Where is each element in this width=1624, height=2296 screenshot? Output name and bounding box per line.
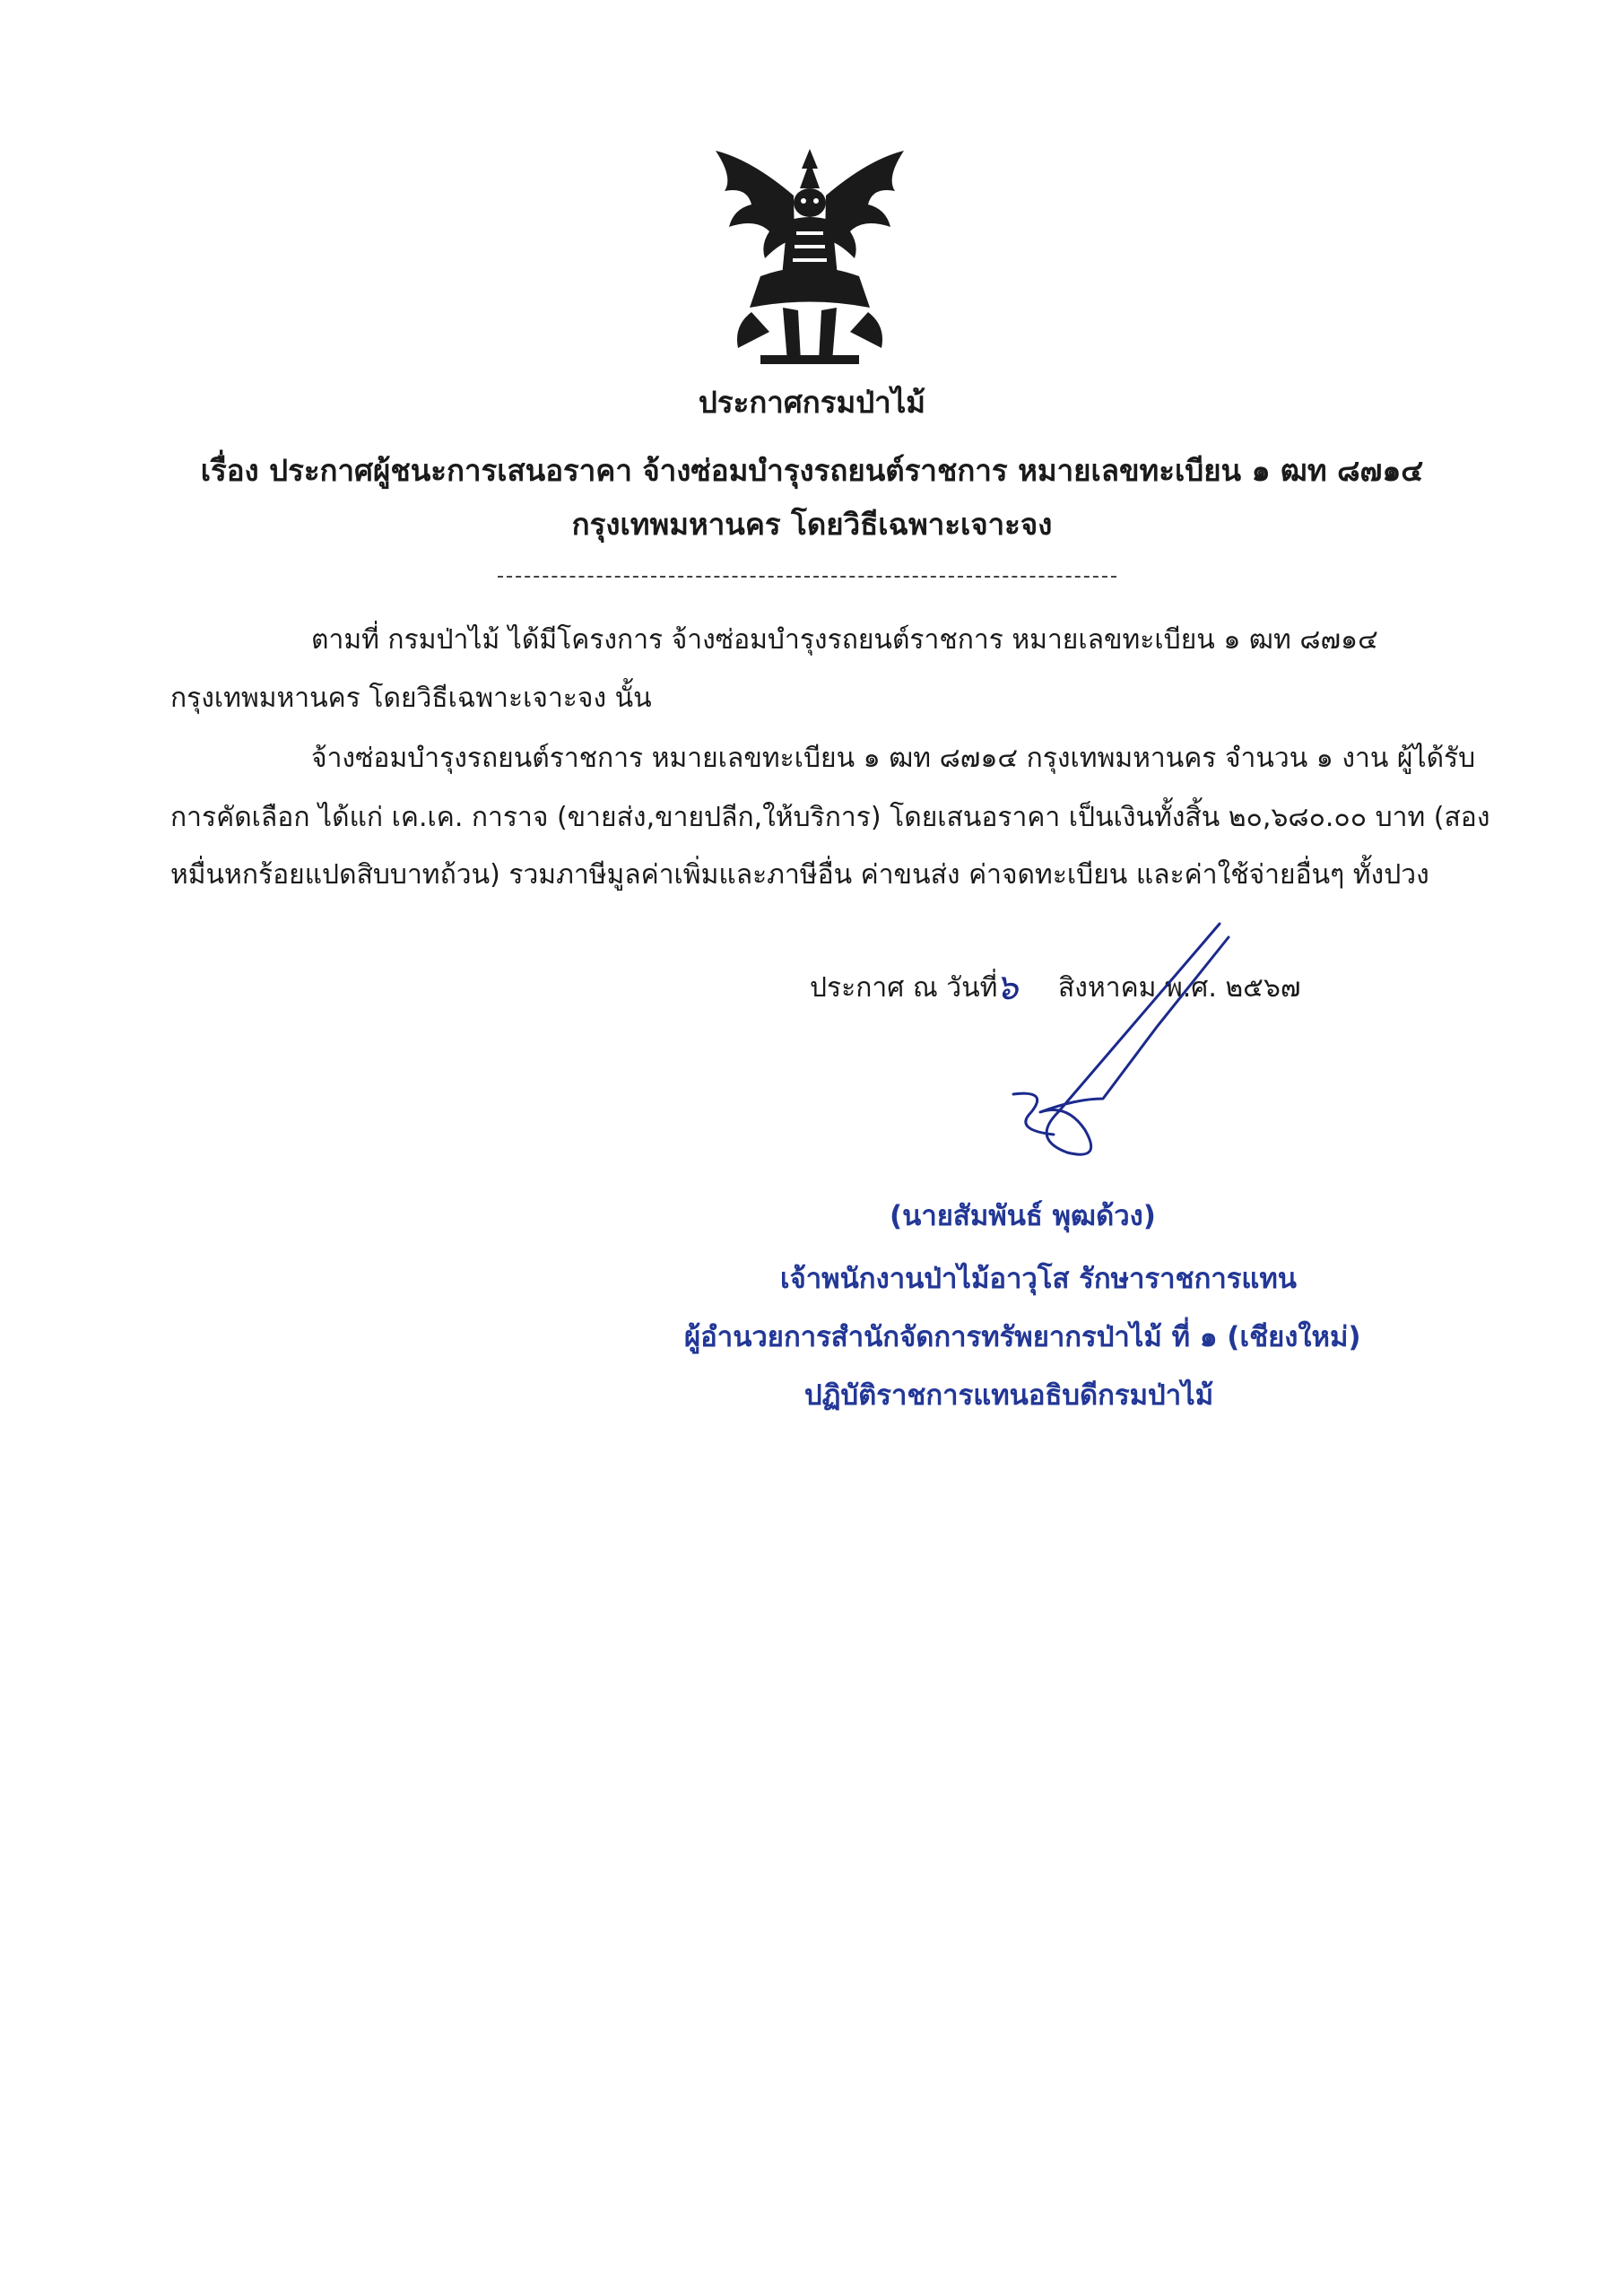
announcement-subject: เรื่อง ประกาศผู้ชนะการเสนอราคา จ้างซ่อมบำรุงรถยนต์ราชการ หมายเลขทะเบียน ๑ ฒท ๘๗๑๔ (200, 453, 1424, 488)
date-suffix: สิงหาคม พ.ศ. ๒๕๖๗ (1058, 972, 1301, 1004)
paragraph-2-line-2: การคัดเลือก ได้แก่ เค.เค. การาจ (ขายส่ง,ขายปลีก,ให้บริการ) โดยเสนอราคา เป็นเงินทั้งสิ้น ๒๐,๖๘๐.๐๐ บาท (สอง (170, 802, 1490, 833)
signer-office: ผู้อำนวยการสำนักจัดการทรัพยากรป่าไม้ ที่ ๑ (เชียงใหม่) (684, 1321, 1361, 1353)
paragraph-2-line-1: จ้างซ่อมบำรุงรถยนต์ราชการ หมายเลขทะเบียน ๑ ฒท ๘๗๑๔ กรุงเทพมหานคร จำนวน ๑ งาน ผู้ได้รับ (311, 743, 1476, 774)
date-day-handwritten: ๖ (995, 967, 1019, 1008)
handwritten-signature-icon (977, 919, 1246, 1184)
paragraph-2-line-3: หมื่นหกร้อยแปดสิบบาทถ้วน) รวมภาษีมูลค่าเพิ่มและภาษีอื่น ค่าขนส่ง ค่าจดทะเบียน และค่าใช้จ่ายอื่นๆ ทั้งปวง (170, 859, 1429, 891)
announcement-subject-line2: กรุงเทพมหานคร โดยวิธีเฉพาะเจาะจง (571, 507, 1053, 542)
garuda-emblem-icon (698, 142, 922, 375)
title-divider (498, 576, 1116, 578)
date-prefix: ประกาศ ณ วันที่ (810, 972, 998, 1004)
announcement-title: ประกาศกรมป่าไม้ (698, 385, 926, 420)
paragraph-1-line-2: กรุงเทพมหานคร โดยวิธีเฉพาะเจาะจง นั้น (170, 683, 652, 714)
signer-name: (นายสัมพันธ์ พุฒด้วง) (890, 1200, 1156, 1232)
paragraph-1-line-1: ตามที่ กรมป่าไม้ ได้มีโครงการ จ้างซ่อมบำรุงรถยนต์ราชการ หมายเลขทะเบียน ๑ ฒท ๘๗๑๔ (311, 624, 1378, 656)
signer-authority: ปฏิบัติราชการแทนอธิบดีกรมป่าไม้ (804, 1379, 1214, 1412)
signer-position: เจ้าพนักงานป่าไม้อาวุโส รักษาราชการแทน (780, 1263, 1297, 1295)
